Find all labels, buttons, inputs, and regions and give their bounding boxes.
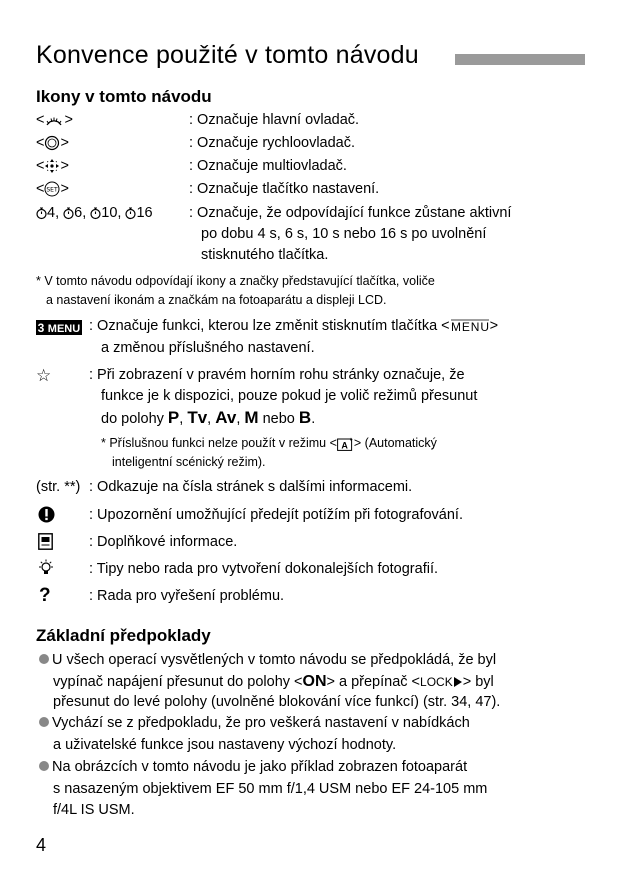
menu-convention-line1 [89,316,498,337]
multi-controller-row: < > [36,158,69,174]
timer-desc-2: po dobu 4 s, 6 s, 10 s nebo 16 s po uvolnění [201,226,487,242]
mode-b: B [298,408,312,427]
timer-label-16: 16 [136,205,153,221]
main-dial-desc: : Označuje hlavní ovladač. [189,112,360,128]
ref-desc: : Odkazuje na čísla stránek s dalšími informacemi. [89,479,413,495]
timer-label-4: 4 [47,205,56,221]
basics-b3-text: Na obrázcích v tomto návodu je jako příklad zobrazen fotoaparát [52,759,468,775]
menu-desc-after: > [489,318,499,334]
svg-text:3: 3 [37,321,45,335]
ref-label: (str. **) [36,479,81,495]
timer-label-6: 6 [74,205,83,221]
page-title: Konvence použité v tomto návodu [36,41,419,69]
star-line1: : Při zobrazení v pravém horním rohu stránky označuje, že [89,367,465,383]
menu-button-icon [36,320,82,335]
scene-intelligent-auto-icon [337,437,354,451]
lightbulb-icon [37,559,55,577]
multi-controller-desc: : Označuje multiovladač. [189,158,347,174]
bullet-icon [39,717,49,727]
star-note-line2: inteligentní scénický režim). [112,455,266,469]
b1-part-c: > byl [462,674,494,690]
sep: , [179,411,188,427]
timer-icon [125,206,136,220]
star-note-after: > (Automatický [353,436,437,450]
svg-text:MENU: MENU [450,320,489,334]
set-button-icon [44,181,60,197]
svg-text:MENU: MENU [47,323,81,335]
arrow-right-icon [453,676,463,688]
basics-bullet-3-line2: s nasazeným objektivem EF 50 mm f/1,4 USM nebo EF 24-105 mm [53,781,488,797]
basics-b1-text: U všech operací vysvětlených v tomto návodu se předpokládá, že byl [52,652,497,668]
mode-tv: Tv [187,408,208,427]
icons-footnote-1: * V tomto návodu odpovídají ikony a značky představující tlačítka, voliče [36,274,435,288]
title-decoration-bar [455,54,585,65]
main-dial-icon [44,113,64,127]
menu-convention-line2: a změnou příslušného nastavení. [101,340,315,356]
set-button-desc: : Označuje tlačítko nastavení. [189,181,380,197]
star-line3-before: do polohy [101,411,168,427]
menu-label-icon [450,319,490,333]
quick-control-dial-icon [44,135,60,151]
caution-desc: : Upozornění umožňující předejít potížím při fotografování. [89,507,463,523]
nebo: nebo [258,411,299,427]
star-line3 [101,407,315,430]
timer-desc-3: stisknutého tlačítka. [201,247,329,263]
b1-part-a: vypínač napájení přesunut do polohy < [53,674,303,690]
star-note-line1 [101,434,437,452]
help-desc: : Rada pro vyřešení problému. [89,588,285,604]
svg-text:SET: SET [46,186,59,194]
power-on-label: ON [302,673,327,690]
mode-av: Av [215,408,237,427]
period: . [311,411,316,427]
timer-desc-1: : Označuje, že odpovídající funkce zůstane aktivní [189,205,512,221]
question-icon: ? [39,585,51,606]
svg-text:A: A [341,440,348,451]
multi-controller-icon [44,158,60,174]
set-button-row: < SET > [36,181,69,197]
sep: , [236,411,245,427]
icons-footnote-2: a nastavení ikonám a značkám na fotoaparátu a displeji LCD. [46,293,387,307]
memo-desc: : Doplňkové informace. [89,534,238,550]
basics-bullet-3-line3: f/4L IS USM. [53,802,135,818]
memo-icon [38,533,53,550]
mode-p: P [167,408,180,427]
star-note-before: * Příslušnou funkci nelze použít v režimu < [101,436,337,450]
basics-bullet-1-line1 [39,650,496,671]
timer-icon [36,206,47,220]
star-line2: funkce je k dispozici, pouze pokud je volič režimů přesunut [101,388,478,404]
timer-icon [90,206,101,220]
basics-heading: Základní předpoklady [36,626,211,645]
tip-desc: : Tipy nebo rada pro vytvoření dokonalejších fotografií. [89,561,439,577]
basics-bullet-2-line1 [39,713,470,734]
timer-icon [63,206,74,220]
mode-m: M [244,408,259,427]
star-icon: ☆ [36,366,52,385]
basics-bullet-3-line1 [39,757,467,778]
bullet-icon [39,761,49,771]
timer-icons: 4, 6, 10, 16 [36,203,153,224]
basics-bullet-1-line3: přesunut do levé polohy (uvolněné blokování více funkcí) (str. 34, 47). [53,694,501,710]
timer-label-10: 10 [101,205,118,221]
main-dial-row: < > [36,112,73,128]
icons-heading: Ikony v tomto návodu [36,87,212,106]
basics-b2-text: Vychází se z předpokladu, že pro veškerá nastavení v nabídkách [52,715,470,731]
bullet-icon [39,654,49,664]
lock-label: LOCK [420,675,453,689]
page-number: 4 [36,835,47,855]
basics-bullet-1-line2 [53,671,494,693]
basics-bullet-2-line2: a uživatelské funkce jsou nastaveny výchozí hodnoty. [53,737,397,753]
menu-desc-before: : Označuje funkci, kterou lze změnit stisknutím tlačítka < [89,318,450,334]
caution-icon [38,506,55,523]
sep: , [207,411,216,427]
quick-dial-row: < > [36,135,69,151]
b1-part-b: > a přepínač < [326,674,421,690]
quick-dial-desc: : Označuje rychloovladač. [189,135,356,151]
